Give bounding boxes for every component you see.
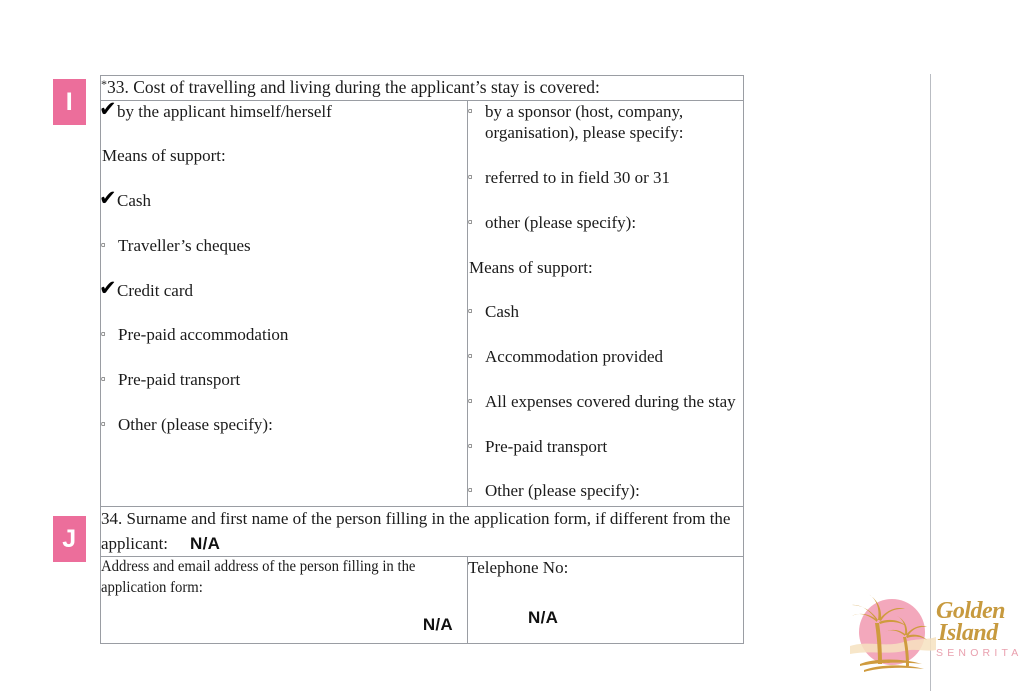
option-other-sponsor[interactable] (468, 480, 743, 502)
option-label: Cash (485, 302, 519, 322)
option-other-sponsor-specify[interactable] (468, 212, 743, 234)
section-badge-j: J (53, 516, 86, 562)
option-by-a-sponsor[interactable] (468, 101, 743, 145)
address-label: Address and email address of the person filling in the application form: (101, 558, 416, 597)
option-label: All expenses covered during the stay (485, 391, 736, 411)
empty-checkbox-icon: ▫ (101, 236, 106, 252)
watermark-logo (848, 588, 1024, 684)
option-cash-applicant[interactable] (99, 186, 467, 212)
question-33-right-column (468, 100, 744, 507)
option-label: Other (please specify): (485, 481, 640, 501)
table-row-question-33-options (101, 100, 744, 507)
empty-checkbox-icon: ▫ (101, 415, 106, 431)
empty-checkbox-icon: ▫ (468, 169, 473, 185)
option-all-expenses-covered[interactable] (468, 391, 743, 413)
visa-form-table (100, 75, 744, 644)
option-label: by a sponsor (host, company, organisation), please specify: (485, 101, 684, 143)
option-label: Traveller’s cheques (118, 235, 251, 255)
option-travellers-cheques[interactable] (101, 235, 467, 257)
watermark-subtitle: SENORITA (936, 647, 1023, 660)
option-label: Other (please specify): (118, 414, 273, 434)
option-credit-card[interactable] (99, 275, 467, 302)
table-row-question-34 (101, 507, 744, 557)
option-label: Accommodation provided (485, 347, 663, 367)
section-badge-i: I (53, 79, 86, 125)
option-label: referred to in field 30 or 31 (485, 168, 671, 188)
question-33-cell (101, 76, 744, 101)
option-prepaid-accommodation[interactable] (101, 324, 467, 346)
empty-checkbox-icon: ▫ (468, 482, 473, 498)
telephone-value-wrap (468, 580, 743, 628)
address-cell (101, 557, 468, 644)
question-33-left-column (99, 96, 468, 507)
question-34-text: 34. Surname and first name of the person filling in the application form, if different from the applicant: (101, 509, 731, 553)
checkmark-icon: ✔ (99, 186, 117, 211)
option-applicant-himself[interactable] (99, 96, 467, 123)
option-label: Pre-paid transport (118, 370, 241, 390)
question-34-cell (101, 507, 744, 557)
option-accommodation-provided[interactable] (468, 346, 743, 368)
table-row-address-telephone (101, 557, 744, 644)
option-cash-sponsor[interactable] (468, 301, 743, 323)
option-label: Cash (117, 191, 151, 211)
question-33-text: 33. Cost of travelling and living during the applicant’s stay is covered: (107, 77, 600, 97)
option-label: Pre-paid accommodation (118, 325, 289, 345)
telephone-label: Telephone No: (468, 558, 569, 578)
watermark-text (936, 600, 1024, 659)
address-value: N/A (422, 615, 453, 635)
empty-checkbox-icon: ▫ (468, 102, 473, 118)
checkmark-icon: ✔ (99, 96, 117, 121)
option-prepaid-transport-sponsor[interactable] (468, 436, 743, 458)
empty-checkbox-icon: ▫ (101, 371, 106, 387)
empty-checkbox-icon: ▫ (468, 437, 473, 453)
option-label: Pre-paid transport (485, 436, 608, 456)
address-value-wrap (101, 599, 467, 635)
page-scan-rule (930, 74, 931, 691)
empty-checkbox-icon: ▫ (468, 392, 473, 408)
checkmark-icon: ✔ (99, 275, 117, 300)
option-label: other (please specify): (485, 212, 637, 232)
left-means-of-support-label: Means of support: (102, 146, 226, 166)
telephone-value: N/A (528, 608, 559, 628)
table-row-question-33 (101, 76, 744, 101)
empty-checkbox-icon: ▫ (468, 303, 473, 319)
option-prepaid-transport-applicant[interactable] (101, 369, 467, 391)
question-34-value: N/A (190, 533, 221, 553)
watermark-line-2: Island (938, 620, 998, 647)
option-label: Credit card (117, 280, 193, 300)
empty-checkbox-icon: ▫ (468, 213, 473, 229)
option-label: by the applicant himself/herself (117, 101, 332, 121)
required-asterisk: * (101, 77, 107, 91)
right-means-of-support-label: Means of support: (469, 257, 593, 277)
empty-checkbox-icon: ▫ (468, 348, 473, 364)
watermark-line-1: Golden (936, 598, 1005, 624)
option-referred-to-field-30-31[interactable] (468, 167, 743, 189)
option-other-applicant[interactable] (101, 414, 467, 436)
palm-tree-sunset-icon (848, 590, 936, 678)
empty-checkbox-icon: ▫ (101, 326, 106, 342)
telephone-cell (468, 557, 744, 644)
